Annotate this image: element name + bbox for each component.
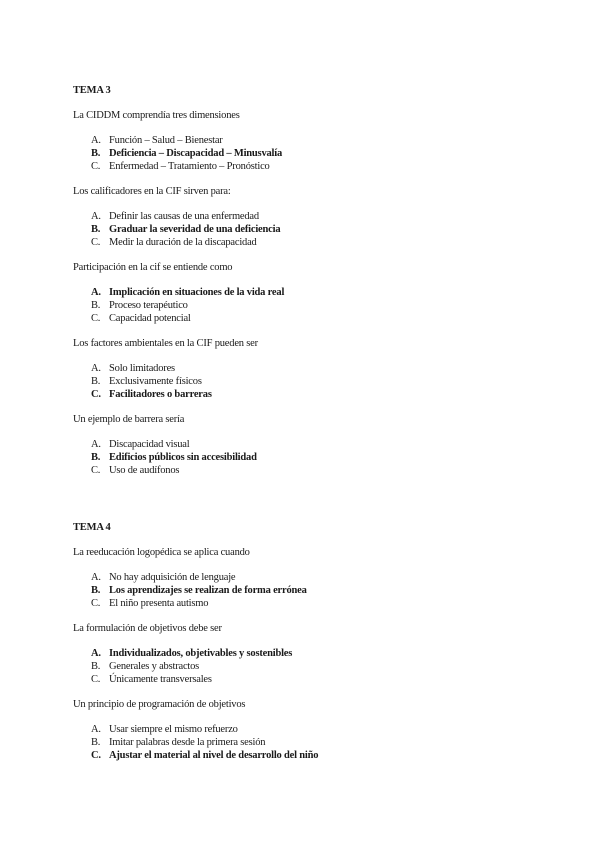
option-b: B. Generales y abstractos: [91, 661, 200, 672]
option-a: A. Definir las causas de una enfermedad: [91, 211, 259, 222]
question: [73, 261, 553, 325]
question: [73, 185, 553, 249]
option-a-correct: A. Individualizados, objetivables y sostenibles: [91, 648, 293, 659]
option-c: C. Enfermedad – Tratamiento – Pronóstico: [91, 161, 270, 172]
section-title: TEMA 4: [73, 522, 111, 533]
question-stem: La formulación de objetivos debe ser: [73, 623, 222, 634]
option-b-correct: B. Graduar la severidad de una deficiencia: [91, 224, 281, 235]
option-a: A. Usar siempre el mismo refuerzo: [91, 724, 238, 735]
option-list: [73, 647, 553, 686]
option-a: A. No hay adquisición de lenguaje: [91, 572, 236, 583]
option-a: A. Función – Salud – Bienestar: [91, 135, 223, 146]
option-c: C. El niño presenta autismo: [91, 598, 209, 609]
option-list: [73, 134, 553, 173]
question-stem: Participación en la cif se entiende como: [73, 262, 233, 273]
option-list: [73, 362, 553, 401]
question-stem: Los factores ambientales en la CIF pueden ser: [73, 338, 258, 349]
question: [73, 622, 553, 686]
option-list: [73, 438, 553, 477]
option-b-correct: B. Deficiencia – Discapacidad – Minusvalía: [91, 148, 283, 159]
option-list: [73, 286, 553, 325]
option-list: [73, 210, 553, 249]
section-tema-3: [73, 84, 553, 477]
option-c: C. Capacidad potencial: [91, 313, 191, 324]
option-list: [73, 571, 553, 610]
option-a: A. Discapacidad visual: [91, 439, 190, 450]
section-title: TEMA 3: [73, 85, 111, 96]
question-stem: La CIDDM comprendía tres dimensiones: [73, 110, 240, 121]
option-c: C. Únicamente transversales: [91, 674, 212, 685]
option-list: [73, 723, 553, 762]
question: [73, 546, 553, 610]
question: [73, 698, 553, 762]
question-stem: Los calificadores en la CIF sirven para:: [73, 186, 231, 197]
question: [73, 109, 553, 173]
question-stem: La reeducación logopédica se aplica cuando: [73, 547, 250, 558]
question: [73, 337, 553, 401]
option-b: B. Exclusivamente físicos: [91, 376, 202, 387]
option-a: A. Solo limitadores: [91, 363, 175, 374]
option-b-correct: B. Edificios públicos sin accesibilidad: [91, 452, 257, 463]
section-tema-4: [73, 521, 553, 762]
option-b-correct: B. Los aprendizajes se realizan de forma errónea: [91, 585, 307, 596]
question-stem: Un principio de programación de objetivos: [73, 699, 246, 710]
option-c-correct: C. Ajustar el material al nivel de desarrollo del niño: [91, 750, 319, 761]
option-a-correct: A. Implicación en situaciones de la vida real: [91, 287, 285, 298]
option-b: B. Proceso terapéutico: [91, 300, 188, 311]
option-c: C. Medir la duración de la discapacidad: [91, 237, 257, 248]
question: [73, 413, 553, 477]
option-c: C. Uso de audífonos: [91, 465, 180, 476]
question-stem: Un ejemplo de barrera sería: [73, 414, 185, 425]
option-c-correct: C. Facilitadores o barreras: [91, 389, 212, 400]
option-b: B. Imitar palabras desde la primera sesión: [91, 737, 266, 748]
